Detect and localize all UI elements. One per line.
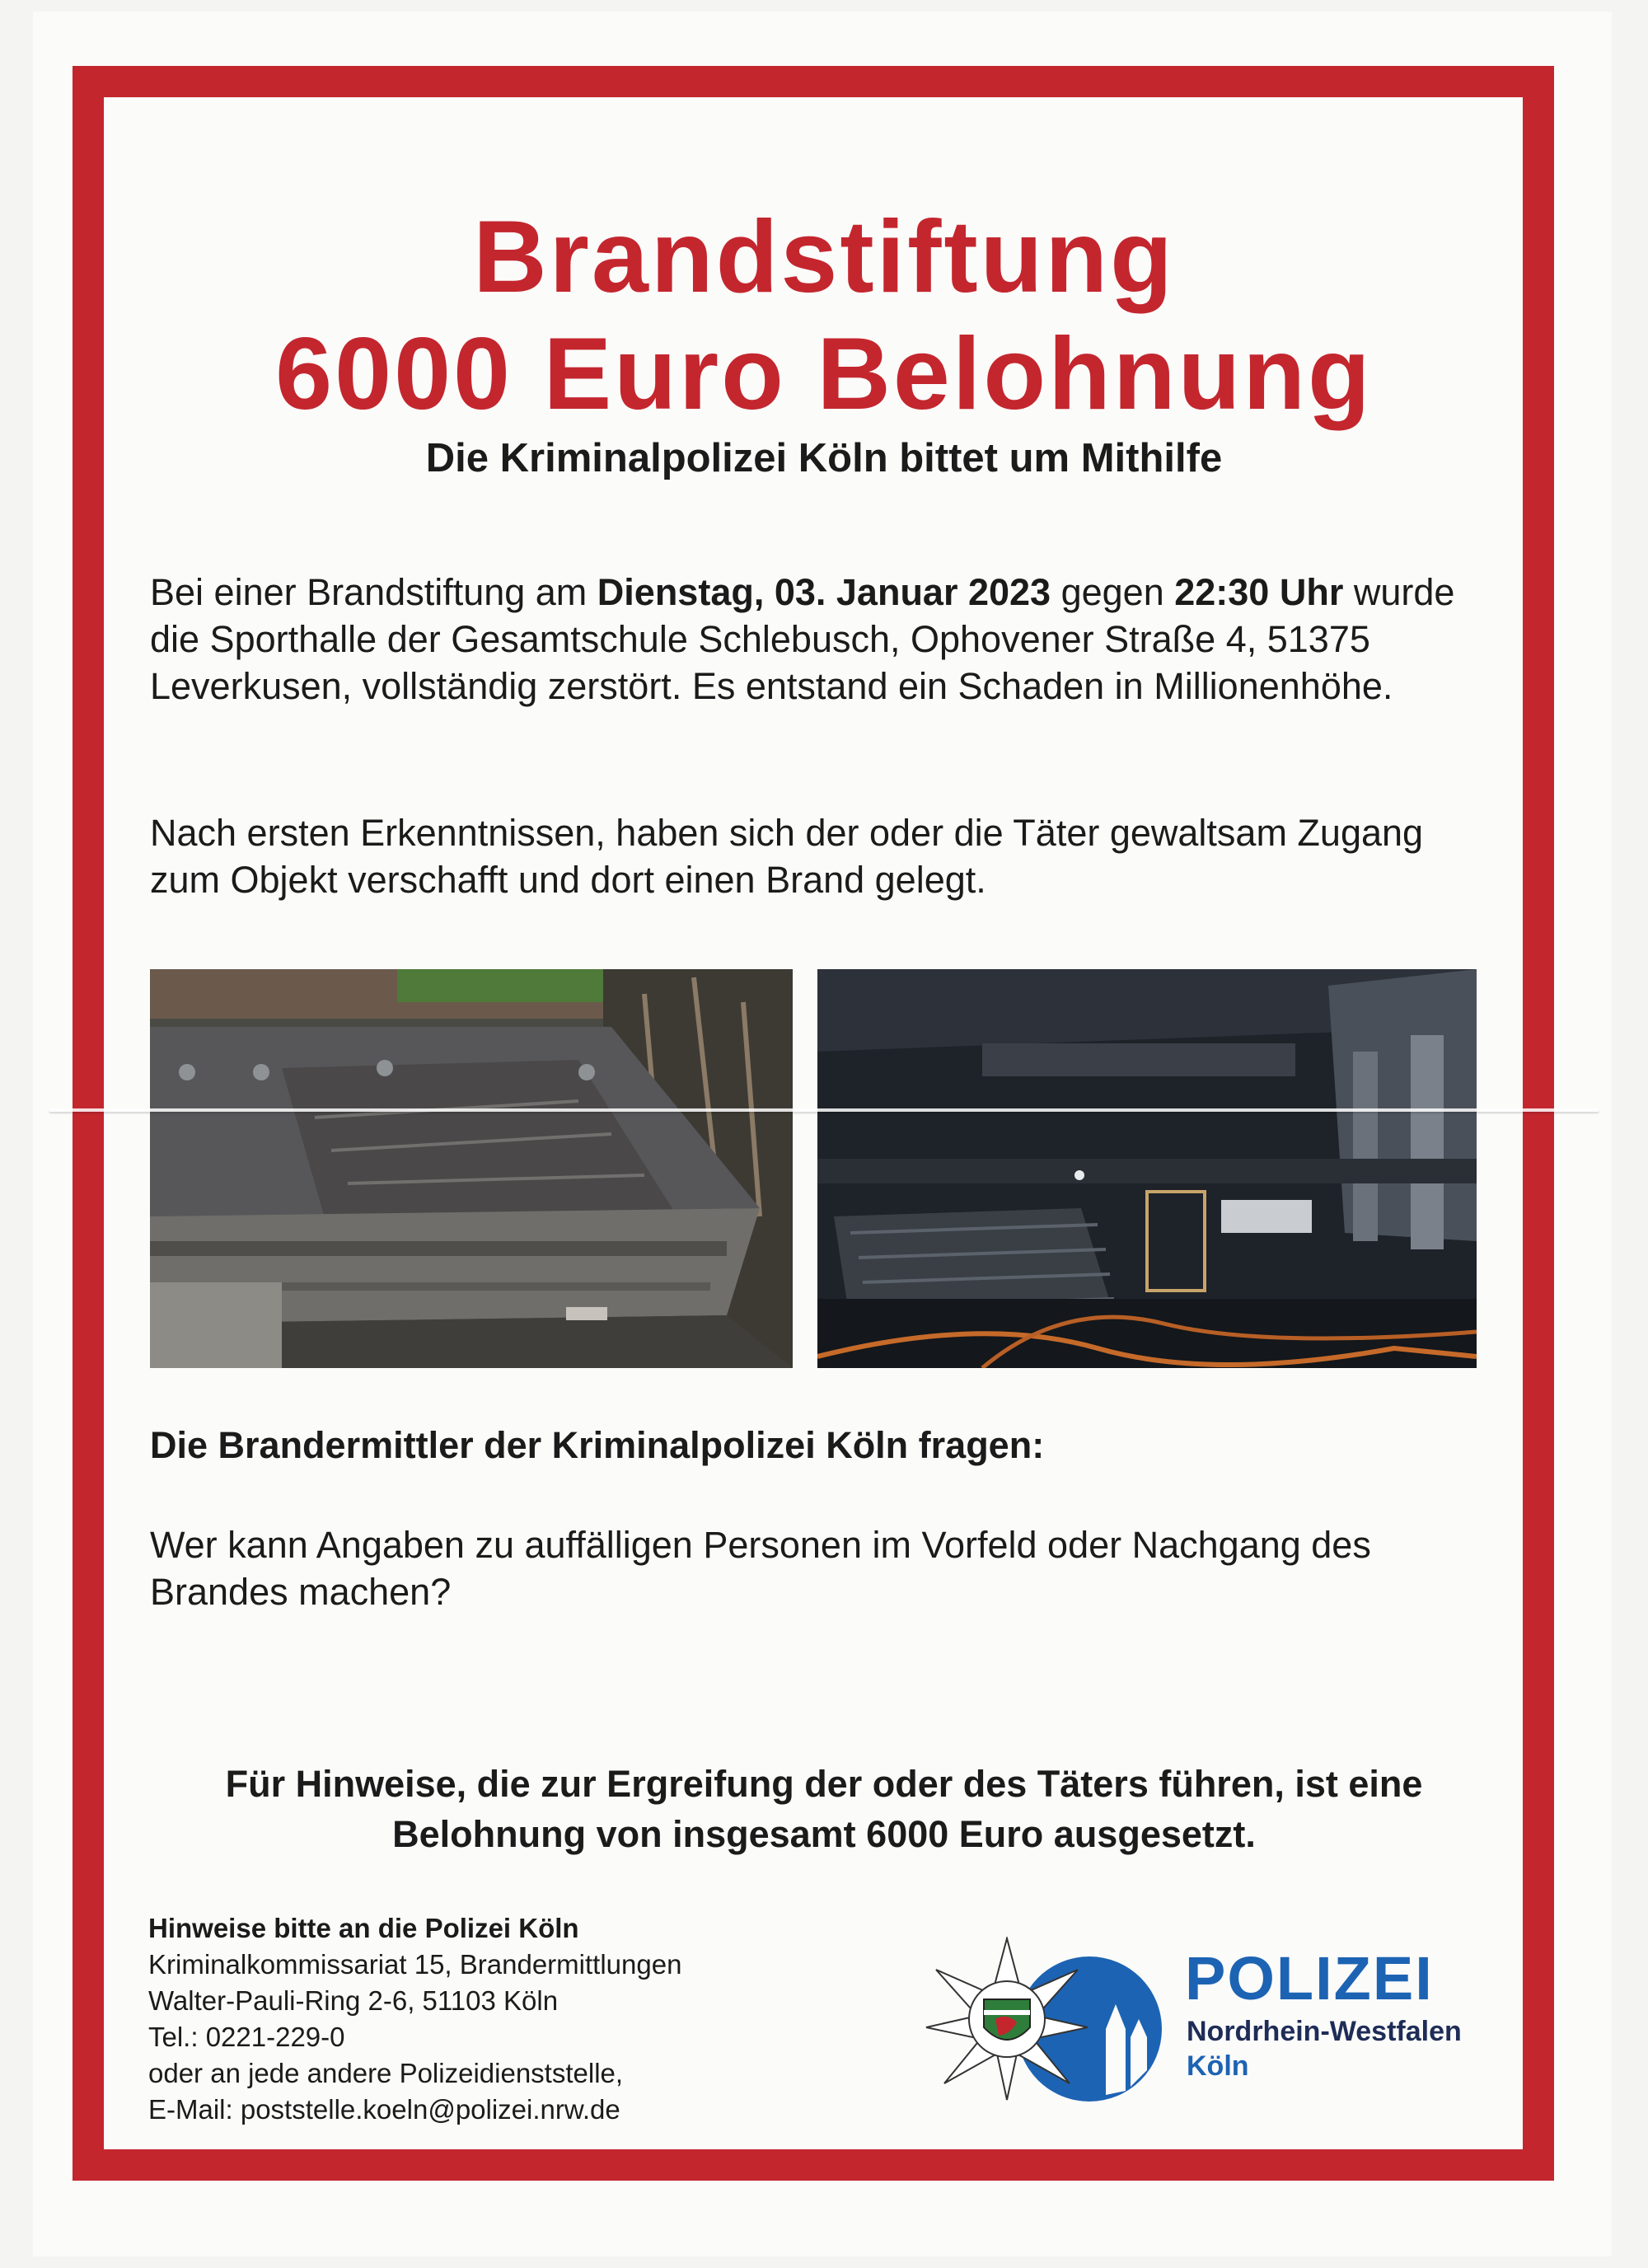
reward-line-2: Belohnung von insgesamt 6000 Euro ausgesetzt. xyxy=(392,1813,1256,1855)
contact-line: oder an jede andere Polizeidienststelle, xyxy=(148,2058,624,2088)
title-line-2: 6000 Euro Belohnung xyxy=(275,317,1373,431)
contact-phone: Tel.: 0221-229-0 xyxy=(148,2022,345,2052)
logo-state: Nordrhein-Westfalen xyxy=(1187,2016,1462,2047)
subtitle: Die Kriminalpolizei Köln bittet um Mithilfe xyxy=(425,436,1223,480)
findings-paragraph: Nach ersten Erkenntnissen, haben sich der oder die Täter gewaltsam Zugang zum Objekt verschafft und dort einen Brand gelegt. xyxy=(150,812,1424,901)
contact-email: E-Mail: poststelle.koeln@polizei.nrw.de xyxy=(148,2094,620,2125)
paragraph-mid: gegen xyxy=(1051,571,1175,613)
contact-block xyxy=(148,1910,890,2128)
paper-fold-crease xyxy=(49,1108,1599,1112)
contact-line: Kriminalkommissariat 15, Brandermittlungen xyxy=(148,1949,682,1980)
incident-paragraph xyxy=(150,569,1501,710)
hall-interior-photo xyxy=(817,969,1477,1368)
aerial-roof-photo xyxy=(150,969,793,1368)
contact-address: Walter-Pauli-Ring 2-6, 51103 Köln xyxy=(148,1985,559,2016)
title-line-1: Brandstiftung xyxy=(473,200,1175,314)
logo-polizei-word: POLIZEI xyxy=(1185,1944,1434,2013)
incident-time: 22:30 Uhr xyxy=(1174,571,1344,613)
police-star-emblem-icon xyxy=(925,1937,1089,2102)
question-heading: Die Brandermittler der Kriminalpolizei Köln fragen: xyxy=(150,1424,1045,1466)
incident-date: Dienstag, 03. Januar 2023 xyxy=(597,571,1051,613)
reward-line-1: Für Hinweise, die zur Ergreifung der oder des Täters führen, ist eine xyxy=(225,1763,1423,1805)
paragraph-rest: wurde die Sporthalle der Gesamtschule Schlebusch, Ophovener Straße 4, 51375 Leverkusen, vollständig zerstört. Es entstand ein Schaden in Millionenhöhe. xyxy=(150,571,1455,707)
logo-city: Köln xyxy=(1187,2050,1249,2082)
paragraph-intro: Bei einer Brandstiftung am xyxy=(150,571,597,613)
reward-statement xyxy=(0,1759,1648,1859)
contact-heading: Hinweise bitte an die Polizei Köln xyxy=(148,1913,579,1943)
question-text: Wer kann Angaben zu auffälligen Personen im Vorfeld oder Nachgang des Brandes machen? xyxy=(150,1524,1371,1613)
